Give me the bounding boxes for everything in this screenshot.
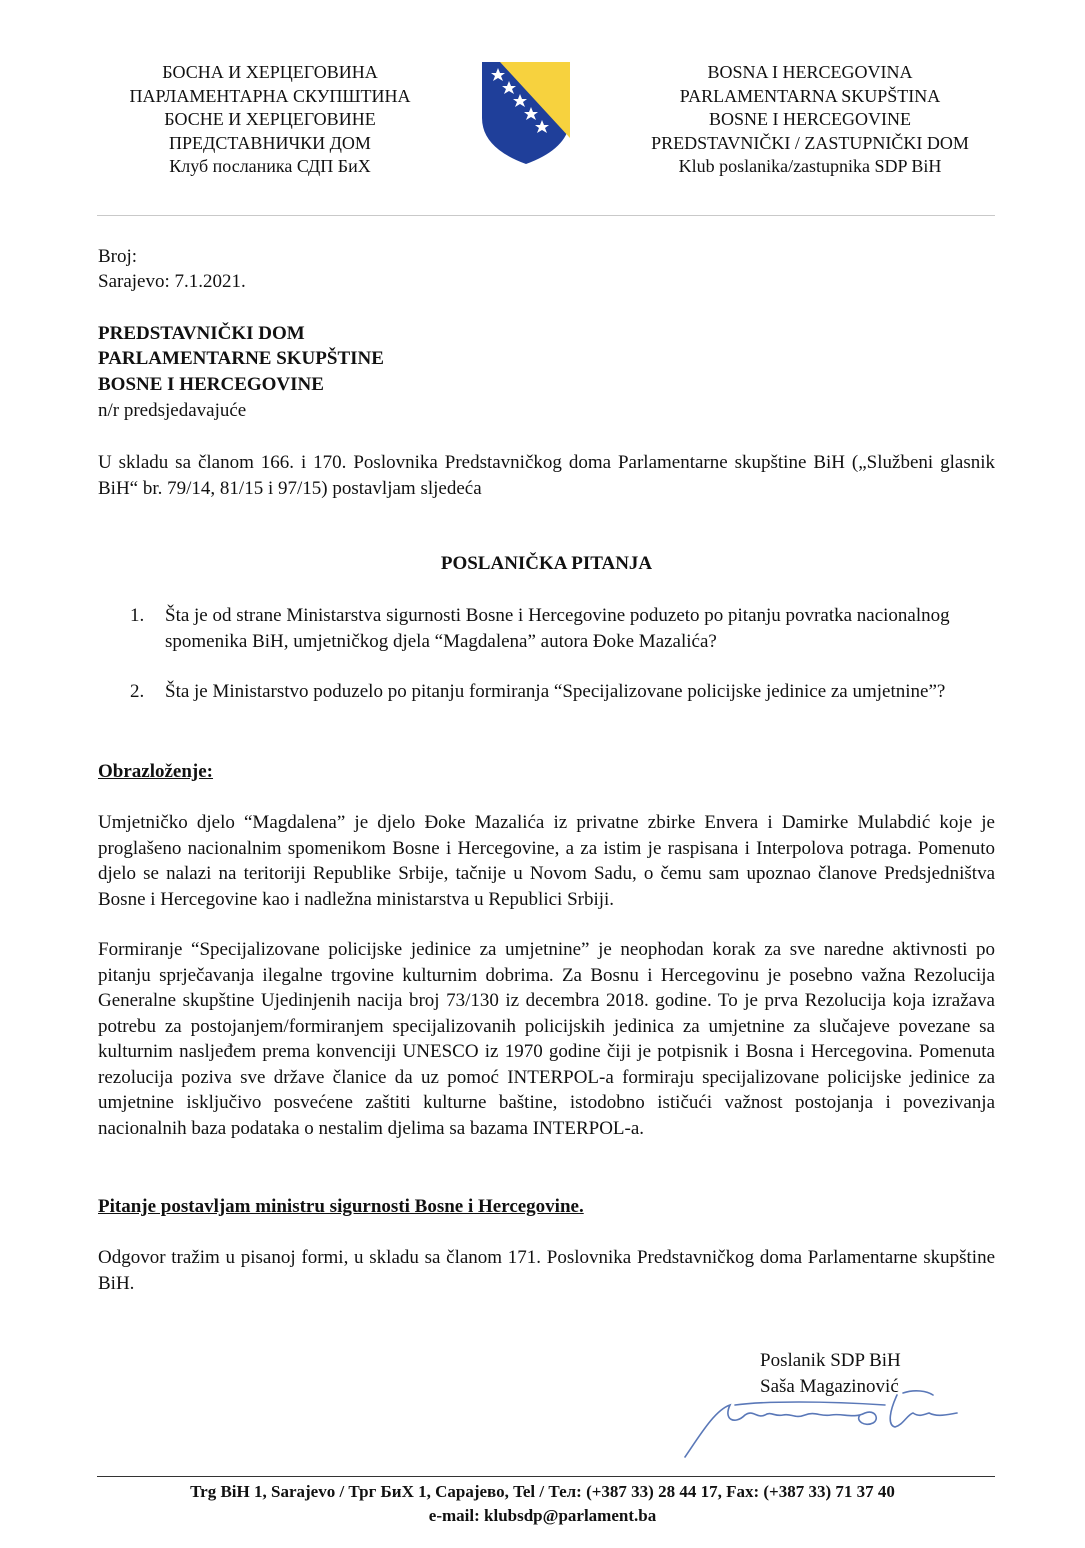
header-right-line: PREDSTAVNIČKI / ZASTUPNIČKI DOM	[651, 132, 969, 153]
header-left-line: Клуб посланика СДП БиХ	[169, 156, 371, 176]
header-left-line: ПАРЛАМЕНТАРНА СКУПШТИНА	[129, 85, 411, 106]
question-number: 1.	[130, 605, 145, 626]
list-item	[130, 603, 995, 654]
questions-list	[130, 603, 995, 730]
signature-role: Poslanik SDP BiH	[760, 1350, 901, 1371]
intro-paragraph: U skladu sa članom 166. i 170. Poslovnika Predstavničkog doma Parlamentarne skupštine BiH („Službeni glasnik BiH“ br. 79/14, 81/15 i 97/15) postavljam sljedeća	[98, 452, 995, 499]
document-title: POSLANIČKA PITANJA	[440, 553, 653, 574]
date-line: Sarajevo: 7.1.2021.	[98, 271, 246, 292]
bosnia-coat-of-arms-icon	[480, 60, 572, 166]
addressee-line: PREDSTAVNIČKI DOM	[98, 323, 305, 344]
header-left-line: БОСНА И ХЕРЦЕГОВИНА	[162, 62, 378, 82]
footer-email-line: e-mail: klubsdp@parlament.ba	[428, 1506, 657, 1525]
header-right-line: BOSNA I HERCEGOVINA	[707, 62, 913, 82]
header-right-block	[620, 61, 1000, 179]
reference-number: Broj:	[98, 246, 138, 267]
header-left-line: БОСНЕ И ХЕРЦЕГОВИНЕ	[164, 109, 376, 129]
header-right-line: Klub poslanika/zastupnika SDP BiH	[678, 156, 942, 176]
question-text: Šta je Ministarstvo poduzelo po pitanju formiranja “Specijalizovane policijske jedinice za umjetnine”?	[165, 681, 946, 702]
footer-divider	[97, 1476, 995, 1477]
addressed-to: Pitanje postavljam ministru sigurnosti Bosne i Hercegovine.	[98, 1196, 584, 1217]
addressee-line: PARLAMENTARNE SKUPŠTINE	[98, 348, 384, 369]
addressee-line: BOSNE I HERCEGOVINE	[98, 374, 324, 395]
question-text: Šta je od strane Ministarstva sigurnosti Bosne i Hercegovine poduzeto po pitanju povratka nacionalnog spomenika BiH, umjetničkog djela “Magdalena” autora Đoke Mazalića?	[165, 605, 950, 652]
footer-contact-line: Trg BiH 1, Sarajevo / Трг БиХ 1, Сарајево, Tel / Тел: (+387 33) 28 44 17, Fax: (+387 33) 71 37 40	[190, 1482, 895, 1501]
header-left-line: ПРЕДСТАВНИЧКИ ДОМ	[169, 132, 371, 153]
question-number: 2.	[130, 681, 145, 702]
list-item	[130, 679, 995, 705]
header-right-line: BOSNE I HERCEGOVINE	[709, 109, 911, 129]
signature-name: Saša Magazinović	[760, 1375, 899, 1397]
header-divider	[97, 215, 995, 216]
header-right-line: PARLAMENTARNA SKUPŠTINA	[679, 85, 941, 106]
footer	[60, 1480, 1025, 1528]
header-left-block	[90, 61, 450, 179]
handwritten-signature	[675, 1375, 975, 1465]
response-request: Odgovor tražim u pisanoj formi, u skladu sa članom 171. Poslovnika Predstavničkog doma Parlamentarne skupštine BiH.	[98, 1247, 995, 1294]
explanation-paragraph-2: Formiranje “Specijalizovane policijske jedinice za umjetnine” je neophodan korak za sve naredne aktivnosti po pitanju sprječavanja ilegalne trgovine kulturnim dobrima. Za Bosnu i Hercegovinu je posebno važna Rezolucija Generalne skupštine Ujedinjenih nacija broj 73/130 iz decembra 2018. godine. To je prva Rezolucija koja izražava potrebu za postojanjem/formiranjem specijalizovanih policijskih jedinica za umjetnine za slučajeve povezane sa kulturnim nasljeđem prema konvenciji UNESCO iz 1970 godine čiji je potpisnik i Bosna i Hercegovina. Pomenuta rezolucija poziva sve države članice da uz pomoć INTERPOL-a formiraju specijalizovane policijske jedinice za umjetnine isključivo posvećene zaštiti kulturne baštine, istodobno ističući važnost postojanja i povezivanja nacionalnih baza podataka o nestalim djelima sa bazama INTERPOL-a.	[98, 939, 995, 1139]
addressee-attention: n/r predsjedavajuće	[98, 400, 247, 421]
explanation-paragraph-1: Umjetničko djelo “Magdalena” je djelo Đoke Mazalića iz privatne zbirke Envera i Damirke Mulabdić koje je proglašeno nacionalnim spomenikom Bosne i Hercegovine, a za istim je raspisana i Interpolova potraga. Pomenuto djelo se nalazi na teritoriji Republike Srbije, tačnije u Novom Sadu, o čemu sam upoznao članove Predsjedništva Bosne i Hercegovine kao i nadležna ministarstva u Republici Srbiji.	[98, 812, 995, 910]
explanation-heading: Obrazloženje:	[98, 761, 214, 782]
